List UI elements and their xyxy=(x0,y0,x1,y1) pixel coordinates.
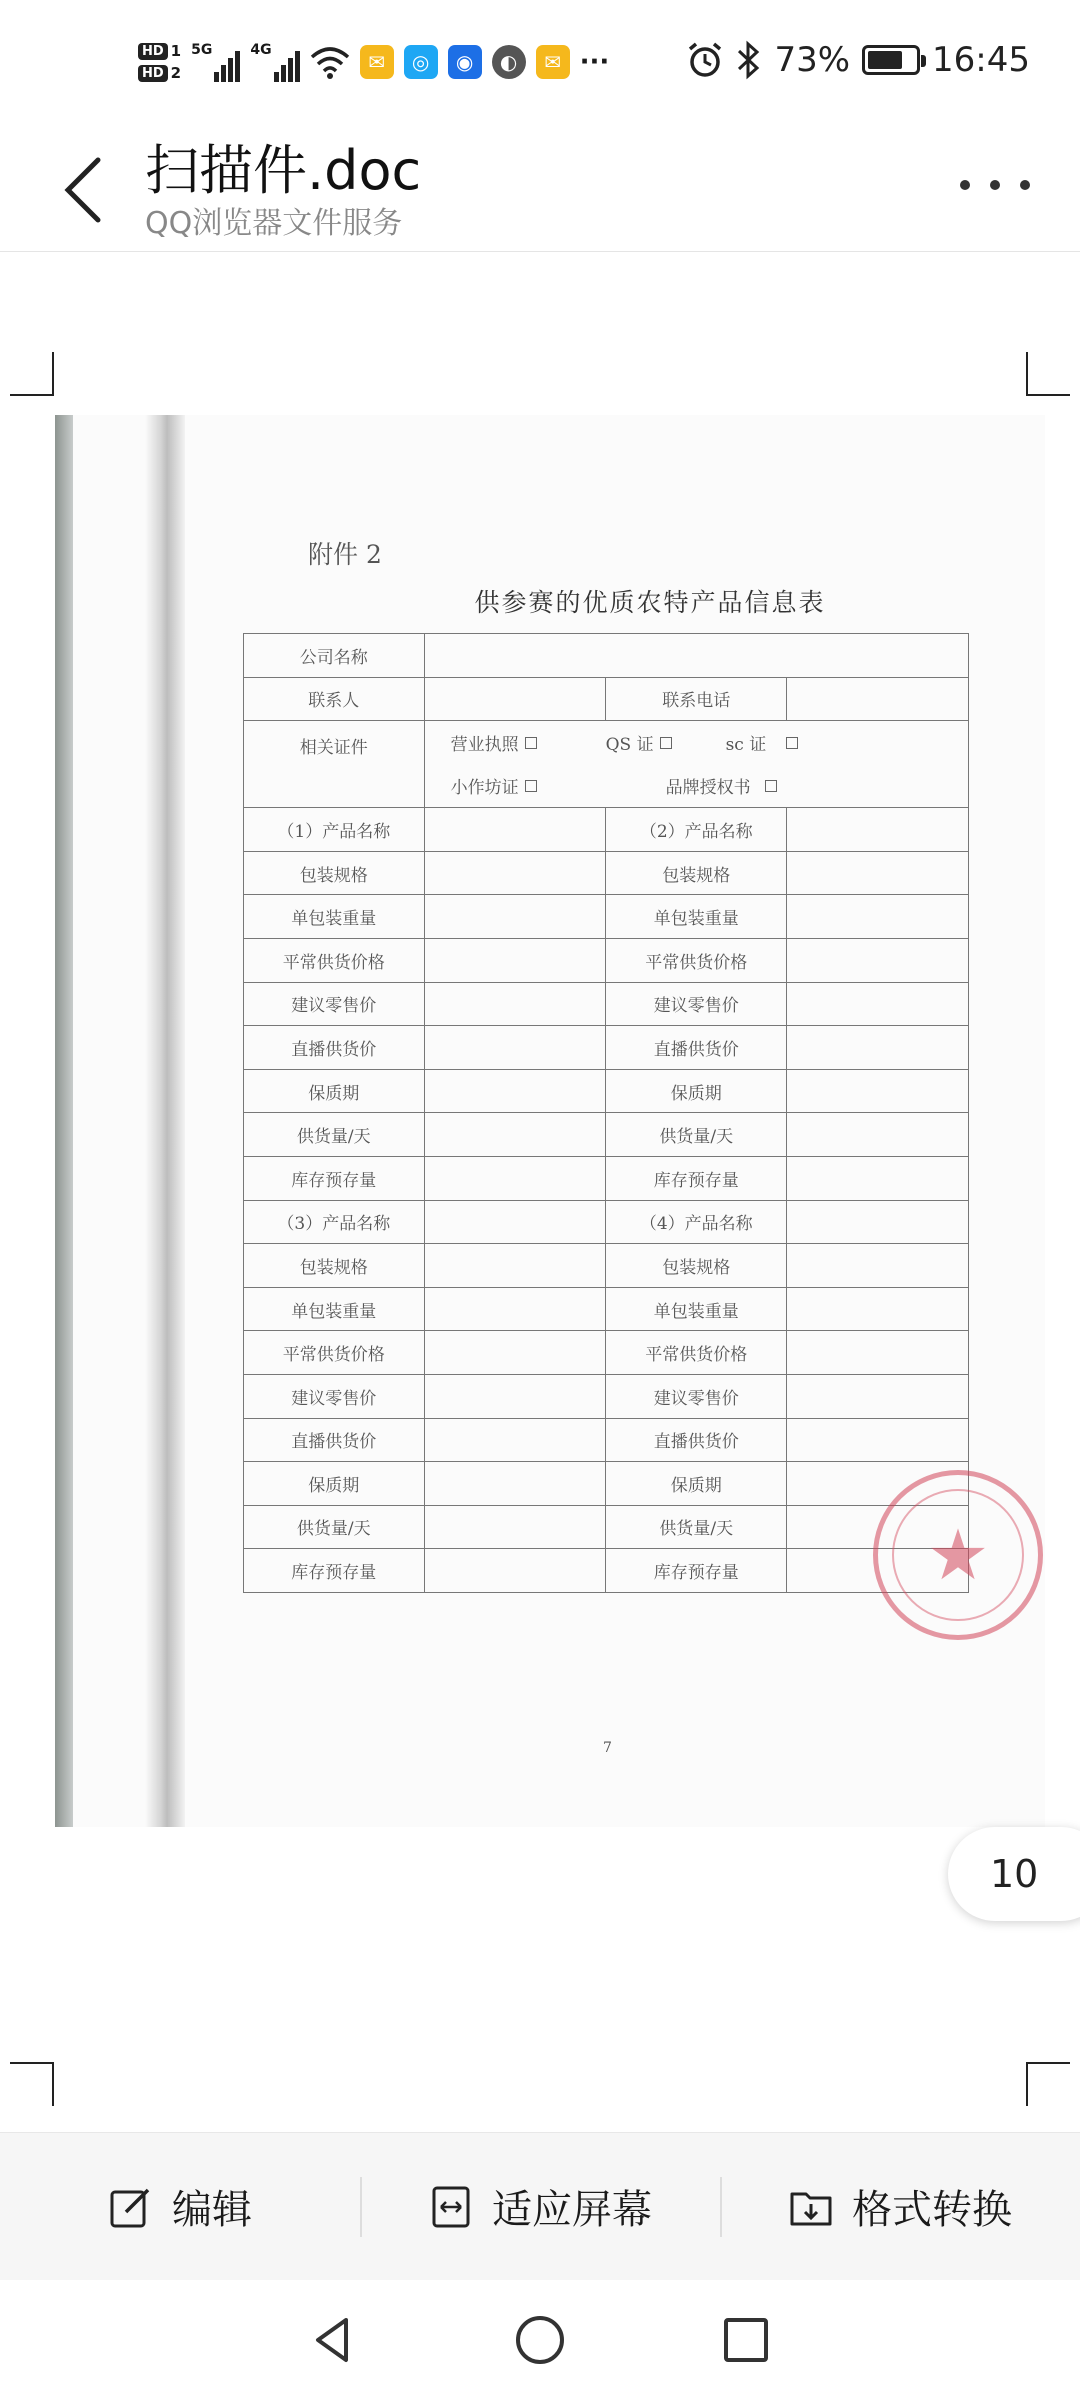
nav-recents-icon[interactable] xyxy=(718,2312,774,2368)
table-cell: 建议零售价 xyxy=(244,1374,425,1418)
edit-icon xyxy=(108,2184,154,2230)
table-cell xyxy=(787,895,969,939)
bluetooth-icon xyxy=(736,40,762,80)
chevron-left-icon xyxy=(56,142,116,232)
table-cell xyxy=(424,1331,606,1375)
table-cell xyxy=(424,1505,606,1549)
certificates-cell xyxy=(424,721,968,808)
table-cell: （1）产品名称 xyxy=(244,808,425,852)
table-cell: （3）产品名称 xyxy=(244,1200,425,1244)
table-row xyxy=(244,1287,969,1331)
back-button[interactable] xyxy=(56,142,116,232)
table-cell: 直播供货价 xyxy=(606,1418,787,1462)
table-cell xyxy=(787,1026,969,1070)
table-cell: （2）产品名称 xyxy=(606,808,787,852)
scan-shadow xyxy=(145,415,185,1827)
wifi-icon xyxy=(310,45,350,79)
cert-label: 品牌授权书 xyxy=(665,778,751,799)
table-cell xyxy=(787,1287,969,1331)
checkbox xyxy=(525,737,537,749)
table-row xyxy=(244,982,969,1026)
table-cell: 保质期 xyxy=(244,1462,425,1506)
folder-download-icon xyxy=(788,2184,834,2230)
signal-4g-icon xyxy=(250,42,299,82)
table-row xyxy=(244,1462,969,1506)
table-cell: （4）产品名称 xyxy=(606,1200,787,1244)
table-cell xyxy=(787,982,969,1026)
table-row xyxy=(244,677,969,721)
table-cell: 平常供货价格 xyxy=(244,938,425,982)
table-cell: 平常供货价格 xyxy=(606,1331,787,1375)
table-cell xyxy=(424,1287,606,1331)
table-row xyxy=(244,1374,969,1418)
certs-row xyxy=(451,764,968,807)
table-cell: 单包装重量 xyxy=(244,895,425,939)
signal-5g-icon xyxy=(191,42,240,82)
table-cell xyxy=(787,1156,969,1200)
table-cell: 公司名称 xyxy=(244,634,425,678)
dot-icon xyxy=(960,180,970,190)
table-cell: 建议零售价 xyxy=(244,982,425,1026)
table-cell xyxy=(424,1549,606,1593)
table-cell xyxy=(787,808,969,852)
table-cell xyxy=(424,1200,606,1244)
scanned-page xyxy=(55,415,1045,1827)
table-cell: 库存预存量 xyxy=(244,1549,425,1593)
cert-label: 小作坊证 xyxy=(450,778,519,799)
more-notifications-icon: ··· xyxy=(579,47,610,77)
table-cell xyxy=(424,851,606,895)
table-cell xyxy=(424,1156,606,1200)
table-cell xyxy=(424,1026,606,1070)
table-cell: 供货量/天 xyxy=(606,1113,787,1157)
clock: 16:45 xyxy=(932,40,1030,80)
company-seal: ★ xyxy=(873,1470,1043,1640)
document-title: 供参赛的优质农特产品信息表 xyxy=(474,588,826,617)
table-cell xyxy=(787,1069,969,1113)
qq-browser-notification-icon: ◎ xyxy=(404,45,438,79)
table-cell: 联系电话 xyxy=(606,677,787,721)
format-convert-button[interactable] xyxy=(720,2133,1080,2280)
table-cell: 平常供货价格 xyxy=(606,938,787,982)
attachment-label: 附件 2 xyxy=(308,540,382,569)
table-row xyxy=(244,1244,969,1288)
table-row xyxy=(244,1156,969,1200)
table-cell xyxy=(424,1113,606,1157)
table-cell xyxy=(787,938,969,982)
table-cell: 建议零售价 xyxy=(606,982,787,1026)
table-cell xyxy=(424,1374,606,1418)
table-cell: 包装规格 xyxy=(244,851,425,895)
edit-label: 编辑 xyxy=(172,2187,252,2233)
dot-icon xyxy=(990,180,1000,190)
crop-mark xyxy=(1026,352,1070,396)
fit-screen-icon xyxy=(428,2184,474,2230)
table-row xyxy=(244,1418,969,1462)
table-cell: 包装规格 xyxy=(606,1244,787,1288)
table-cell: 直播供货价 xyxy=(606,1026,787,1070)
more-options-button[interactable] xyxy=(960,170,1030,200)
table-row xyxy=(244,634,969,678)
sphere-notification-icon: ◐ xyxy=(492,45,526,79)
cert-label: 营业执照 xyxy=(450,735,519,756)
page-indicator[interactable]: 10 xyxy=(948,1827,1080,1921)
title-bar xyxy=(0,120,1080,252)
format-convert-label: 格式转换 xyxy=(852,2187,1012,2233)
dot-icon xyxy=(1020,180,1030,190)
table-cell xyxy=(424,938,606,982)
bottom-toolbar xyxy=(0,2132,1080,2280)
hd-badge: HD xyxy=(138,65,168,82)
cert-label: sc 证 xyxy=(725,735,767,756)
table-cell: 保质期 xyxy=(606,1462,787,1506)
table-cell xyxy=(787,1374,969,1418)
sim-indicators xyxy=(138,42,181,82)
table-cell: 库存预存量 xyxy=(606,1156,787,1200)
table-cell xyxy=(787,1331,969,1375)
page-number: 7 xyxy=(603,1740,612,1756)
table-cell xyxy=(787,1200,969,1244)
table-cell: 库存预存量 xyxy=(606,1549,787,1593)
table-cell: 供货量/天 xyxy=(244,1505,425,1549)
table-cell: 平常供货价格 xyxy=(244,1331,425,1375)
table-cell: 保质期 xyxy=(244,1069,425,1113)
table-row xyxy=(244,1331,969,1375)
table-row xyxy=(244,1505,969,1549)
table-cell xyxy=(787,1113,969,1157)
scan-shadow xyxy=(55,415,73,1827)
nav-home-icon[interactable] xyxy=(512,2312,568,2368)
table-cell: 联系人 xyxy=(244,677,425,721)
table-row xyxy=(244,721,969,808)
table-cell: 包装规格 xyxy=(244,1244,425,1288)
table-cell: 直播供货价 xyxy=(244,1026,425,1070)
table-row xyxy=(244,895,969,939)
table-cell xyxy=(424,1462,606,1506)
document-viewer[interactable] xyxy=(0,252,1080,2132)
sim-number: 1 xyxy=(170,42,182,60)
system-nav-bar xyxy=(0,2280,1080,2400)
table-cell: 单包装重量 xyxy=(244,1287,425,1331)
table-cell: 包装规格 xyxy=(606,851,787,895)
table-row xyxy=(244,1200,969,1244)
table-cell: 供货量/天 xyxy=(606,1505,787,1549)
table-row xyxy=(244,1549,969,1593)
checkbox xyxy=(765,780,777,792)
table-cell xyxy=(424,1418,606,1462)
table-cell: 单包装重量 xyxy=(606,895,787,939)
table-row xyxy=(244,1113,969,1157)
table-cell: 直播供货价 xyxy=(244,1418,425,1462)
crop-mark xyxy=(1026,2062,1070,2106)
table-cell: 供货量/天 xyxy=(244,1113,425,1157)
table-cell xyxy=(424,982,606,1026)
table-cell xyxy=(787,677,969,721)
edit-button[interactable] xyxy=(0,2133,360,2280)
cert-label: QS 证 xyxy=(605,735,654,756)
table-cell xyxy=(787,1418,969,1462)
table-cell: 单包装重量 xyxy=(606,1287,787,1331)
bulb-notification-icon: ◉ xyxy=(448,45,482,79)
table-row xyxy=(244,1069,969,1113)
network-type: 4G xyxy=(250,42,272,58)
table-cell xyxy=(424,1069,606,1113)
sim-number: 2 xyxy=(170,64,182,82)
network-type: 5G xyxy=(191,42,213,58)
mail-notification-icon: ✉ xyxy=(360,45,394,79)
crop-mark xyxy=(10,352,54,396)
table-cell: 保质期 xyxy=(606,1069,787,1113)
table-row xyxy=(244,808,969,852)
table-cell: 建议零售价 xyxy=(606,1374,787,1418)
alarm-icon xyxy=(686,41,724,79)
checkbox xyxy=(786,737,798,749)
page-title: 扫描件.doc xyxy=(145,139,422,202)
hd-badge: HD xyxy=(138,43,168,60)
table-cell: 相关证件 xyxy=(244,721,425,808)
mail-notification-icon: ✉ xyxy=(536,45,570,79)
page-subtitle: QQ浏览器文件服务 xyxy=(145,206,403,241)
nav-back-icon[interactable] xyxy=(306,2312,362,2368)
table-cell xyxy=(787,1244,969,1288)
certs-row xyxy=(451,721,968,764)
table-cell: 库存预存量 xyxy=(244,1156,425,1200)
table-cell xyxy=(424,808,606,852)
status-bar xyxy=(0,0,1080,120)
checkbox xyxy=(660,737,672,749)
table-cell xyxy=(424,677,606,721)
fit-screen-label: 适应屏幕 xyxy=(492,2187,652,2233)
product-info-table xyxy=(243,633,969,1593)
table-row xyxy=(244,938,969,982)
battery-icon xyxy=(862,45,920,75)
battery-percent: 73% xyxy=(774,40,851,80)
table-row xyxy=(244,1026,969,1070)
checkbox xyxy=(525,780,537,792)
table-cell xyxy=(787,851,969,895)
crop-mark xyxy=(10,2062,54,2106)
table-cell xyxy=(424,895,606,939)
table-row xyxy=(244,851,969,895)
table-cell xyxy=(424,1244,606,1288)
table-cell xyxy=(424,634,968,678)
fit-screen-button[interactable] xyxy=(360,2133,720,2280)
